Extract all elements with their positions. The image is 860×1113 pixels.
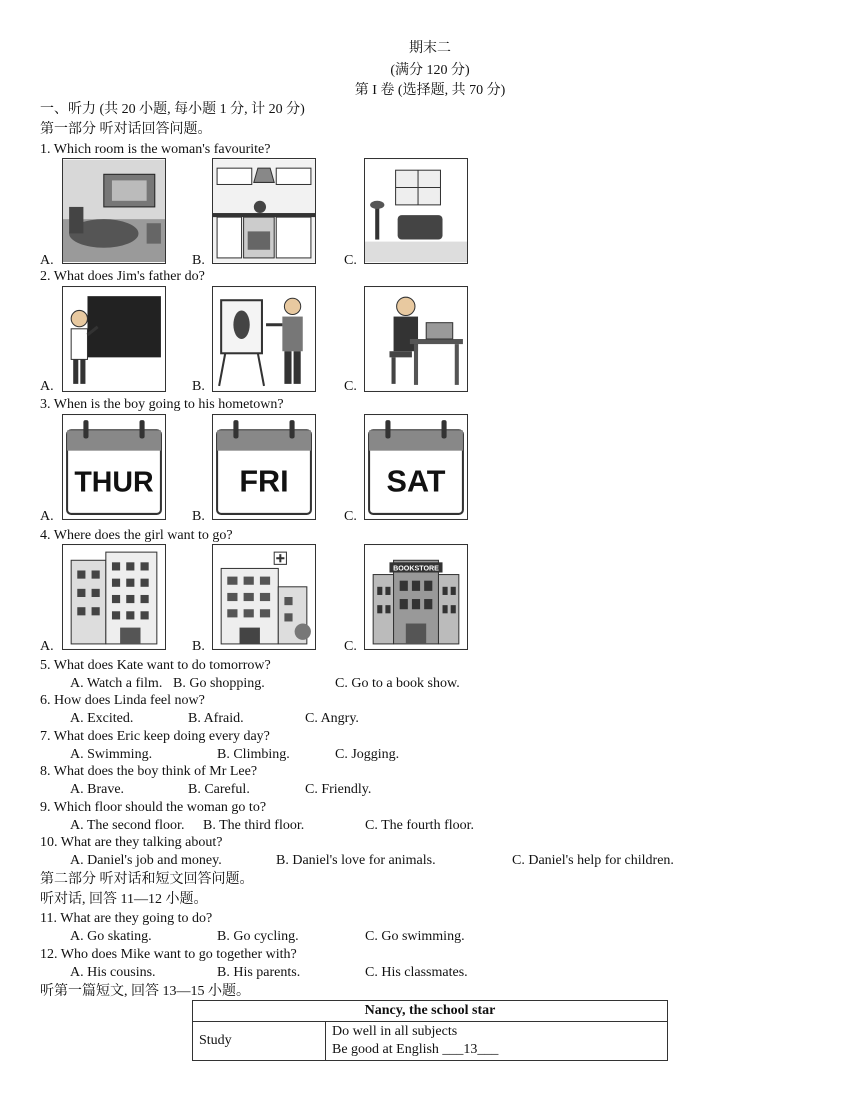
row-content: [326, 1022, 668, 1061]
option-label-b: B.: [192, 379, 205, 394]
q1-picture-row: [40, 158, 480, 268]
score-note: (满分 120 分): [390, 63, 470, 78]
option-a: A. Excited.: [70, 711, 134, 726]
option-a: A. The second floor.: [70, 818, 185, 833]
passage-intro: 听第一篇短文, 回答 13—15 小题。: [40, 984, 250, 999]
option-label-b: B.: [192, 253, 205, 268]
dialog-intro: 听对话, 回答 11—12 小题。: [40, 892, 208, 907]
option-c: C. Jogging.: [335, 747, 400, 762]
row-label: Study: [193, 1022, 326, 1061]
option-label-c: C.: [344, 509, 357, 524]
calendar-day-text: FRI: [239, 464, 289, 499]
option-c: C. His classmates.: [365, 965, 468, 980]
row-line: Be good at English ___13___: [332, 1042, 499, 1057]
option-b: B. Go shopping.: [173, 676, 265, 691]
option-label-b: B.: [192, 509, 205, 524]
calendar-day-text: THUR: [74, 466, 154, 499]
table-row: [193, 1022, 668, 1061]
q4-picture-row: [40, 544, 480, 654]
option-b: B. Daniel's love for animals.: [276, 853, 436, 868]
option-c: C. Angry.: [305, 711, 359, 726]
option-a: A. His cousins.: [70, 965, 156, 980]
option-c: C. Daniel's help for children.: [512, 853, 674, 868]
calendar-day-text: SAT: [386, 464, 446, 499]
row-line: Do well in all subjects: [332, 1024, 458, 1039]
notes-table: [192, 1000, 668, 1061]
living-room-picture: [364, 158, 468, 264]
option-label-c: C.: [344, 639, 357, 654]
option-c: C. The fourth floor.: [365, 818, 475, 833]
option-b: B. Climbing.: [217, 747, 290, 762]
option-b: B. The third floor.: [203, 818, 305, 833]
option-label-c: C.: [344, 253, 357, 268]
part2-heading: 第二部分 听对话和短文回答问题。: [40, 872, 254, 887]
question-12: 12. Who does Mike want to go together with?: [40, 947, 297, 962]
option-label-a: A.: [40, 253, 54, 268]
calendar-friday-picture: [212, 414, 316, 520]
page-title: 期末二: [409, 41, 451, 56]
question-7: 7. What does Eric keep doing every day?: [40, 729, 270, 744]
option-b: B. Careful.: [188, 782, 250, 797]
option-b: B. Afraid.: [188, 711, 244, 726]
option-label-a: A.: [40, 379, 54, 394]
question-10: 10. What are they talking about?: [40, 835, 223, 850]
option-b: B. Go cycling.: [217, 929, 299, 944]
painter-picture: [212, 286, 316, 392]
option-label-c: C.: [344, 379, 357, 394]
question-8: 8. What does the boy think of Mr Lee?: [40, 764, 258, 779]
question-6: 6. How does Linda feel now?: [40, 693, 205, 708]
hotel-picture: [62, 544, 166, 650]
bookstore-picture: [364, 544, 468, 650]
question-2: 2. What does Jim's father do?: [40, 269, 205, 284]
option-a: A. Swimming.: [70, 747, 153, 762]
question-11: 11. What are they going to do?: [40, 911, 213, 926]
question-9: 9. Which floor should the woman go to?: [40, 800, 267, 815]
bookstore-sign-text: BOOKSTORE: [393, 564, 439, 573]
question-5: 5. What does Kate want to do tomorrow?: [40, 658, 271, 673]
option-label-b: B.: [192, 639, 205, 654]
option-c: C. Go swimming.: [365, 929, 465, 944]
option-a: A. Go skating.: [70, 929, 152, 944]
hospital-picture: [212, 544, 316, 650]
question-3: 3. When is the boy going to his hometown?: [40, 397, 284, 412]
part1-heading: 第一部分 听对话回答问题。: [40, 122, 212, 137]
calendar-saturday-picture: [364, 414, 468, 520]
option-a: A. Brave.: [70, 782, 125, 797]
option-c: C. Friendly.: [305, 782, 372, 797]
option-label-a: A.: [40, 509, 54, 524]
volume-heading: 第 I 卷 (选择题, 共 70 分): [354, 83, 506, 98]
option-c: C. Go to a book show.: [335, 676, 460, 691]
office-worker-picture: [364, 286, 468, 392]
calendar-thursday-picture: [62, 414, 166, 520]
question-4: 4. Where does the girl want to go?: [40, 528, 233, 543]
question-1: 1. Which room is the woman's favourite?: [40, 142, 271, 157]
option-a: A. Watch a film.: [70, 676, 163, 691]
option-label-a: A.: [40, 639, 54, 654]
teacher-picture: [62, 286, 166, 392]
q2-picture-row: [40, 286, 480, 396]
option-a: A. Daniel's job and money.: [70, 853, 222, 868]
option-b: B. His parents.: [217, 965, 301, 980]
section-heading: 一、听力 (共 20 小题, 每小题 1 分, 计 20 分): [40, 102, 305, 117]
bedroom-picture: [62, 158, 166, 264]
kitchen-picture: [212, 158, 316, 264]
notes-table-title: Nancy, the school star: [193, 1001, 668, 1022]
q3-picture-row: [40, 414, 480, 524]
